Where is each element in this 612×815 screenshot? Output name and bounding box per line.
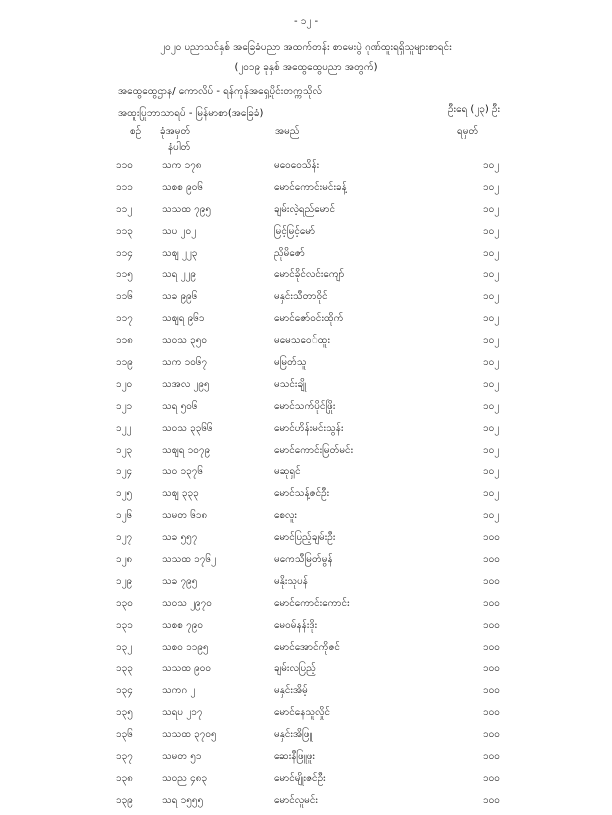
row-number: ၁၂၃ bbox=[116, 444, 133, 456]
roll-number: သဝသ ၃၅၀ bbox=[162, 335, 208, 347]
candidate-name: မနှင်းအိဖြူ bbox=[274, 729, 313, 741]
row-number: ၁၃၂ bbox=[116, 641, 133, 653]
table-row bbox=[0, 355, 612, 377]
candidate-name: ချမ်းလဲ့ရည်မောင် bbox=[274, 203, 336, 215]
candidate-score: ၁၀၀ bbox=[483, 729, 500, 741]
roll-number: သရပ ၂၁၇ bbox=[162, 707, 203, 719]
candidate-name: မောင်ကောင်းကောင်း bbox=[274, 597, 350, 609]
table-row bbox=[0, 224, 612, 246]
table-row bbox=[0, 705, 612, 727]
candidate-score: ၁၀၂ bbox=[483, 488, 500, 500]
candidate-name: မနှင်းအိမ့် bbox=[274, 685, 308, 697]
roll-number: သဈ ၂၂၃ bbox=[162, 247, 198, 259]
candidate-name: မောင်သန့်ဇင်ဦး bbox=[274, 488, 330, 500]
table-row bbox=[0, 749, 612, 771]
candidate-name: မောင်ကောင်းမင်းခန့် bbox=[274, 181, 347, 193]
roll-number: သရ ၂၂၉ bbox=[162, 269, 197, 281]
candidate-name: မသင်းချို bbox=[274, 378, 307, 390]
roll-number: သသထ ၉၀၀ bbox=[162, 663, 212, 675]
candidate-name: မောင်အောင်ကိုဇင် bbox=[274, 641, 340, 653]
roll-number: သမတ ၅၁ bbox=[162, 751, 202, 763]
candidate-name: ညိုမိဇော် bbox=[274, 247, 305, 259]
roll-number: သက ၁၇၈ bbox=[162, 160, 202, 171]
row-number: ၁၁၈ bbox=[116, 335, 133, 347]
candidate-name: မောင်ကောင်းမြတ်မင်း bbox=[274, 444, 354, 456]
roll-number: သဈရ ၉၆၁ bbox=[162, 313, 205, 325]
row-number: ၁၁၁ bbox=[116, 181, 133, 193]
candidate-name: မဝေဝေသိန်း bbox=[274, 160, 320, 171]
roll-number: သရ ၅၀၆ bbox=[162, 400, 198, 412]
candidate-score: ၁၀၂ bbox=[483, 444, 500, 456]
roll-number: သက ၁၀၆၇ bbox=[162, 357, 208, 369]
candidate-score: ၁၀၂ bbox=[483, 160, 500, 171]
roll-number: သပ ၂၀၂ bbox=[162, 225, 196, 237]
table-row bbox=[0, 683, 612, 705]
candidate-name: မောင်ဇော်ဝင်းထိုက် bbox=[274, 313, 344, 325]
table-row bbox=[0, 246, 612, 268]
column-header-name: အမည် bbox=[275, 126, 300, 137]
page-number: - ၁၂ - bbox=[293, 16, 319, 27]
candidate-name: စေလူး bbox=[274, 510, 297, 522]
table-row bbox=[0, 267, 612, 289]
candidate-score: ၁၀၂ bbox=[483, 466, 500, 478]
table-row bbox=[0, 202, 612, 224]
roll-number: သကဂ ၂ bbox=[162, 685, 196, 697]
candidate-score: ၁၀၀ bbox=[483, 685, 500, 697]
headcount-label: ဦးရေ (၂၃) ဦး bbox=[448, 104, 501, 115]
table-row bbox=[0, 727, 612, 749]
candidate-score: ၁၀၂ bbox=[483, 225, 500, 237]
roll-number: သစဝ ၁၁၉၅ bbox=[162, 641, 209, 653]
candidate-name: မနိုးသုပန် bbox=[274, 575, 308, 587]
candidate-score: ၁၀၀ bbox=[483, 772, 500, 784]
roll-number: သဝ ၁၃၇၆ bbox=[162, 466, 203, 478]
row-number: ၁၂၉ bbox=[116, 575, 133, 587]
candidate-name: မမြတ်သူ bbox=[274, 357, 307, 369]
roll-number: သစစ ၉၀၆ bbox=[162, 181, 203, 193]
table-row bbox=[0, 596, 612, 618]
candidate-name: မောင်မျိုးဇင်ဦး bbox=[274, 772, 326, 784]
row-number: ၁၂၂ bbox=[116, 422, 132, 434]
table-row bbox=[0, 399, 612, 421]
candidate-name: မောင်ပြည့်ချမ်းဦး bbox=[274, 532, 336, 544]
row-number: ၁၂၆ bbox=[116, 510, 133, 522]
row-number: ၁၂၀ bbox=[116, 378, 133, 390]
candidate-name: မကေသီမြတ်မွန် bbox=[274, 554, 333, 566]
row-number: ၁၃၁ bbox=[116, 619, 133, 631]
candidate-name: မဆုရှင် bbox=[274, 466, 301, 478]
roll-number: သခ ၉၉၆ bbox=[162, 291, 198, 303]
row-number: ၁၁၀ bbox=[116, 160, 133, 171]
candidate-name: မြင့်မြင့်မော် bbox=[274, 225, 316, 237]
row-number: ၁၂၈ bbox=[116, 554, 133, 566]
candidate-score: ၁၀၂ bbox=[483, 357, 500, 369]
row-number: ၁၃၃ bbox=[116, 663, 133, 675]
table-row bbox=[0, 793, 612, 815]
candidate-name: ဆေးနီဖြူဖူး bbox=[274, 751, 315, 763]
candidate-score: ၁၀၂ bbox=[483, 181, 500, 193]
row-number: ၁၂၇ bbox=[116, 532, 133, 544]
candidate-name: ချမ်းလပြည့် bbox=[274, 663, 316, 675]
row-number: ၁၃၆ bbox=[116, 729, 133, 741]
candidate-name: မေဝမ်နန်းဒိုး bbox=[274, 619, 318, 631]
row-number: ၁၃၀ bbox=[116, 597, 133, 609]
row-number: ၁၁၇ bbox=[116, 313, 133, 325]
roll-number: သစစ ၇၉၀ bbox=[162, 619, 203, 631]
row-number: ၁၁၅ bbox=[116, 269, 133, 281]
roll-number: သဝသ ၃၃၆၆ bbox=[162, 422, 213, 434]
row-number: ၁၁၉ bbox=[116, 357, 133, 369]
row-number: ၁၁၃ bbox=[116, 225, 133, 237]
row-number: ၁၁၂ bbox=[116, 203, 133, 215]
candidate-name: မောင်ခိုင်လင်းကျော် bbox=[274, 269, 345, 281]
table-row bbox=[0, 158, 612, 180]
row-number: ၁၂၁ bbox=[116, 400, 133, 412]
row-number: ၁၁၄ bbox=[116, 247, 133, 259]
table-row bbox=[0, 771, 612, 793]
candidate-score: ၁၀၀ bbox=[483, 794, 500, 806]
row-number: ၁၁၆ bbox=[116, 291, 133, 303]
table-row bbox=[0, 443, 612, 465]
candidate-score: ၁၀၀ bbox=[483, 707, 500, 719]
row-number: ၁၂၅ bbox=[116, 488, 133, 500]
candidate-name: မောင်သက်ပိုင်ဖြိုး bbox=[274, 400, 336, 412]
candidate-score: ၁၀၀ bbox=[483, 554, 500, 566]
column-header-score: ရမှတ် bbox=[457, 126, 479, 137]
document-title: ၂၀၂၀ ပညာသင်နှစ် အခြေခံပညာ အထက်တန်း စာမေးပွဲ ဂုဏ်ထူးရရှိသူများစာရင်း bbox=[160, 42, 452, 53]
candidate-name: မမေသဝေ်ထူး bbox=[274, 335, 330, 347]
table-row bbox=[0, 333, 612, 355]
candidate-score: ၁၀၂ bbox=[483, 378, 500, 390]
row-number: ၁၃၅ bbox=[116, 707, 133, 719]
roll-number: သရ ၁၅၅၅ bbox=[162, 794, 204, 806]
row-number: ၁၃၇ bbox=[116, 751, 133, 763]
roll-number: သဈရ ၁၀၇၉ bbox=[162, 444, 211, 456]
candidate-score: ၁၀၀ bbox=[483, 597, 500, 609]
table-row bbox=[0, 421, 612, 443]
roll-number: သခ ၅၅၇ bbox=[162, 532, 198, 544]
column-header-no: စဉ် bbox=[130, 126, 142, 137]
roll-number: သဈ ၃၃၃ bbox=[162, 488, 199, 500]
roll-number: သမတ ၆၁၈ bbox=[162, 510, 208, 522]
row-number: ၁၃၄ bbox=[116, 685, 133, 697]
roll-number: သသထ ၃၇၀၅ bbox=[162, 729, 217, 741]
table-row bbox=[0, 377, 612, 399]
roll-number: သအလ ၂၉၅ bbox=[162, 378, 210, 390]
table-row bbox=[0, 508, 612, 530]
row-number: ၁၂၄ bbox=[116, 466, 133, 478]
table-row bbox=[0, 311, 612, 333]
table-row bbox=[0, 180, 612, 202]
candidate-name: မောင်ဟိန်းမင်းသွန်း bbox=[274, 422, 344, 434]
candidate-score: ၁၀၂ bbox=[483, 247, 500, 259]
candidate-score: ၁၀၂ bbox=[483, 400, 500, 412]
roll-number: သဝသ ၂၉၇၀ bbox=[162, 597, 212, 609]
candidate-score: ၁၀၂ bbox=[483, 510, 500, 522]
table-row bbox=[0, 552, 612, 574]
row-number: ၁၃၈ bbox=[116, 772, 133, 784]
candidate-score: ၁၀၂ bbox=[483, 422, 500, 434]
table-row bbox=[0, 640, 612, 662]
candidate-name: မောင်လူမင်း bbox=[274, 794, 318, 806]
document-subtitle: (၂၀၁၉ ခုနှစ် အထွေထွေပညာ အတွက်) bbox=[234, 62, 378, 73]
table-row bbox=[0, 486, 612, 508]
table-row bbox=[0, 618, 612, 640]
table-row bbox=[0, 289, 612, 311]
candidate-name: မောင်နေသူလှိုင် bbox=[274, 707, 330, 719]
candidate-score: ၁၀၀ bbox=[483, 532, 500, 544]
candidate-score: ၁၀၀ bbox=[483, 641, 500, 653]
office-line: အထွေထွေဌာန/ ကောလိပ် - ရန်ကုန်အရှေ့ပိုင်းတက္ကသိုလ် bbox=[118, 86, 322, 97]
candidate-score: ၁၀၂ bbox=[483, 269, 500, 281]
roll-number: သခ ၇၉၅ bbox=[162, 575, 198, 587]
roll-number: သသထ ၇၉၅ bbox=[162, 203, 212, 215]
table-row bbox=[0, 661, 612, 683]
candidate-score: ၁၀၂ bbox=[483, 203, 500, 215]
candidate-score: ၁၀၀ bbox=[483, 751, 500, 763]
roll-number: သဝည ၄၈၃ bbox=[162, 772, 208, 784]
candidate-score: ၁၀၂ bbox=[483, 335, 500, 347]
candidate-score: ၁၀၀ bbox=[483, 663, 500, 675]
column-header-roll: ခုံအမှတ် bbox=[160, 126, 191, 137]
table-row bbox=[0, 574, 612, 596]
candidate-score: ၁၀၀ bbox=[483, 575, 500, 587]
candidate-score: ၁၀၂ bbox=[483, 291, 500, 303]
table-row bbox=[0, 530, 612, 552]
subject-line: အထူးပြုဘာသာရပ် - မြန်မာစာ(အခြေခံ) bbox=[118, 108, 264, 119]
candidate-score: ၁၀၂ bbox=[483, 313, 500, 325]
column-header-roll-sub: နံပါတ် bbox=[168, 142, 191, 153]
roll-number: သသထ ၁၇၆၂ bbox=[162, 554, 216, 566]
table-row bbox=[0, 464, 612, 486]
candidate-name: မနှင်းသီတာဝိုင် bbox=[274, 291, 328, 303]
results-list bbox=[0, 158, 612, 815]
candidate-score: ၁၀၀ bbox=[483, 619, 500, 631]
row-number: ၁၃၉ bbox=[116, 794, 133, 806]
